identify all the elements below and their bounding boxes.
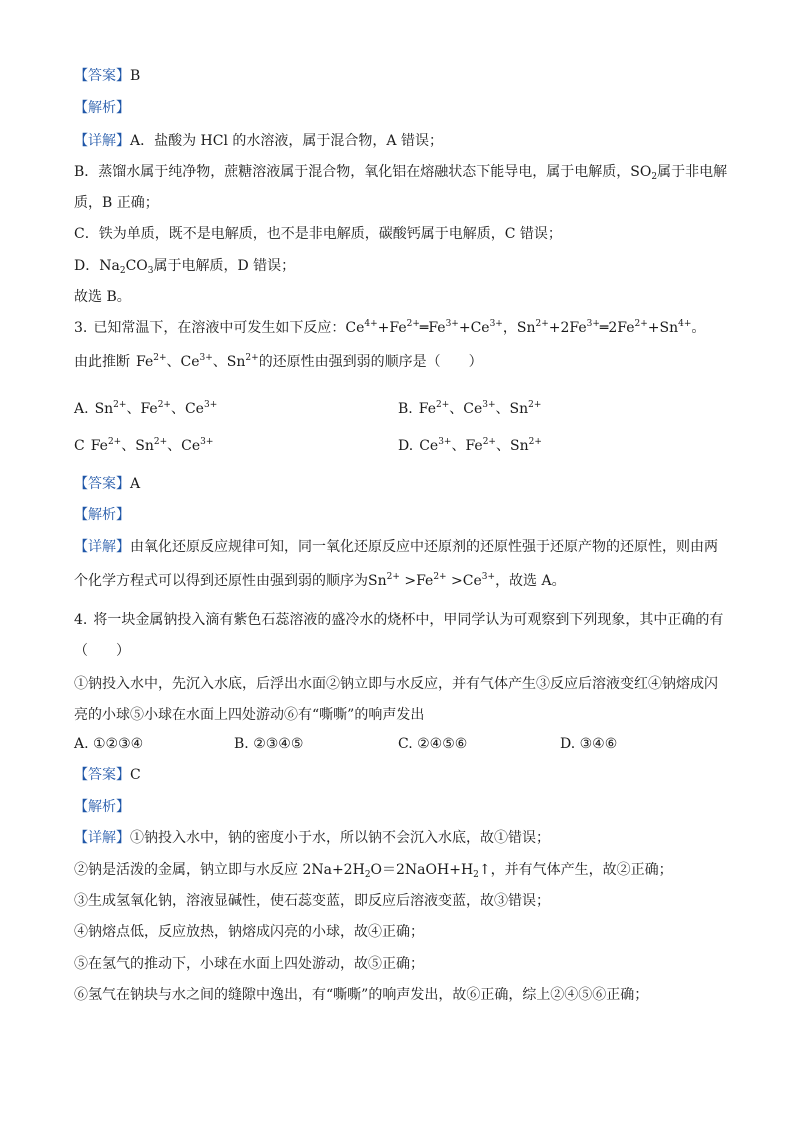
detail-text: B．蒸馏水属于纯净物，蔗糖溶液属于混合物，氧化铝在熔融状态下能导电，属于电解质，SO	[74, 164, 652, 180]
reaction-1: $Ce^{4+}+Fe^{2+}═Fe^{3+}+Ce^{3+}$	[345, 319, 503, 336]
q4-stem-line1	[74, 610, 723, 630]
option-label: A.	[74, 401, 89, 417]
q2-detail-d	[74, 256, 295, 276]
q4-stem-line2: （ ）	[74, 643, 130, 659]
stem-text: 的还原性由强到弱的顺序是（ ）	[258, 354, 483, 370]
q4-detail-6: ⑥氢气在钠块与水之间的缝隙中逸出，有“嘶嘶”的响声发出，故⑥正确，综上②④⑤⑥正确；	[74, 987, 649, 1003]
q3-stem-line2: 由此推断 $Fe^{2+}$、$Ce^{3+}$、$Sn^{2+}$的还原性由强到弱的顺序是（ ）	[74, 353, 483, 370]
option-label: D.	[398, 438, 414, 454]
stem-text: 将一块金属钠投入滴有紫色石蕊溶液的盛冷水的烧杯中，甲同学认为可观察到下列现象，其中正确的有	[93, 612, 724, 628]
q3-option-d[interactable]: D. $Ce^{3+}$、$Fe^{2+}$、$Sn^{2+}$	[398, 437, 542, 454]
detail-label: 【详解】	[74, 133, 130, 149]
answer-label: 【答案】	[74, 767, 130, 783]
q3-answer-line	[74, 474, 140, 494]
detail-text: D．Na	[74, 258, 120, 274]
reaction-2: $Sn^{2+}+2Fe^{3+}═2Fe^{2+}+Sn^{4+}$	[516, 319, 692, 336]
subscript: 2	[651, 172, 658, 182]
detail-label: 【详解】	[74, 830, 130, 846]
q4-detail-2: ②钠是活泼的金属，钠立即与水反应 $2Na+2H_2O=2NaOH+H_2↑$，并有气体产生，故②正确；	[74, 862, 673, 880]
detail-text: ，故选 A。	[495, 573, 566, 589]
detail-text: ②钠是活泼的金属，钠立即与水反应 2Na+2H	[74, 862, 365, 878]
q4-detail-5: ⑤在氢气的推动下，小球在水面上四处游动，故⑤正确；	[74, 956, 424, 972]
subscript: 2	[119, 266, 126, 276]
answer-label: 【答案】	[74, 476, 130, 492]
q4-statements-line1: ①钠投入水中，先沉入水底，后浮出水面②钠立即与水反应，并有气体产生③反应后溶液变红④钠熔成闪	[74, 676, 718, 692]
q3-stem-line1: 3. 已知常温下，在溶液中可发生如下反应：$Ce^{4+}+Fe^{2+}═Fe^{3+}+Ce^{3+}$，$Sn^{2+}+2Fe^{3+}═2Fe^{2+}+Sn^{4+}$。	[74, 319, 706, 336]
q3-option-a[interactable]: A. $Sn^{2+}$、$Fe^{2+}$、$Ce^{3+}$	[74, 400, 218, 417]
q4-detail-4: ④钠熔点低，反应放热，钠熔成闪亮的小球，故④正确；	[74, 924, 424, 940]
option-label: B.	[398, 401, 413, 417]
subscript: 3	[147, 266, 154, 276]
q4-option-d[interactable]: D. ③④⑥	[560, 736, 618, 752]
q4-detail-1	[74, 828, 550, 848]
q4-option-a[interactable]: A. ①②③④	[74, 736, 144, 752]
detail-text: ①钠投入水中，钠的密度小于水，所以钠不会沉入水底，故①错误；	[130, 830, 550, 846]
q2-detail-c: C．铁为单质，既不是电解质，也不是非电解质，碳酸钙属于电解质，C 错误；	[74, 226, 562, 242]
q3-analysis-label: 【解析】	[74, 507, 130, 523]
answer-label: 【答案】	[74, 68, 130, 84]
question-number: 3.	[74, 320, 88, 336]
detail-text: 由氧化还原反应规律可知，同一氧化还原反应中还原剂的还原性强于还原产物的还原性，则由两	[130, 539, 718, 555]
answer-value: B	[130, 68, 141, 84]
question-number: 4.	[74, 612, 88, 628]
q4-option-b[interactable]: B. ②③④⑤	[234, 736, 304, 752]
detail-text: 个化学方程式可以得到还原性由强到弱的顺序为	[74, 573, 368, 589]
q3-detail-line2: 个化学方程式可以得到还原性由强到弱的顺序为$Sn^{2+} >Fe^{2+} >Ce^{3+}$，故选 A。	[74, 572, 566, 589]
option-label: C	[74, 438, 85, 454]
detail-text: O＝2NaOH+H	[370, 862, 474, 878]
q3-detail-line1	[74, 537, 718, 557]
q3-option-b[interactable]: B. $Fe^{2+}$、$Ce^{3+}$、$Sn^{2+}$	[398, 400, 542, 417]
detail-text: ↑，并有气体产生，故②正确；	[478, 862, 673, 878]
q4-option-c[interactable]: C. ②④⑤⑥	[398, 736, 468, 752]
q2-analysis-label: 【解析】	[74, 100, 130, 116]
answer-value: C	[130, 767, 141, 783]
q2-detail-a	[74, 131, 443, 151]
stem-text: 已知常温下，在溶液中可发生如下反应：	[93, 320, 346, 336]
q3-option-c[interactable]: C $Fe^{2+}$、$Sn^{2+}$、$Ce^{3+}$	[74, 437, 214, 454]
q4-answer-line	[74, 765, 141, 785]
detail-text: A．盐酸为 HCl 的水溶液，属于混合物，A 错误；	[130, 133, 443, 149]
q2-detail-b-cont: 质，B 正确；	[74, 195, 159, 211]
detail-text: CO	[125, 258, 148, 274]
q2-answer-line	[74, 66, 140, 86]
answer-value: A	[130, 476, 141, 492]
q4-detail-3: ③生成氢氧化钠，溶液显碱性，使石蕊变蓝，即反应后溶液变蓝，故③错误；	[74, 893, 550, 909]
stem-text: 由此推断	[74, 354, 130, 370]
detail-text: 属于非电解	[657, 164, 728, 180]
q2-detail-b	[74, 162, 727, 182]
detail-label: 【详解】	[74, 539, 130, 555]
q2-conclusion: 故选 B。	[74, 289, 131, 305]
detail-text: 属于电解质，D 错误；	[153, 258, 296, 274]
q4-statements-line2: 亮的小球⑤小球在水面上四处游动⑥有“嘶嘶”的响声发出	[74, 707, 425, 723]
q4-analysis-label: 【解析】	[74, 799, 130, 815]
